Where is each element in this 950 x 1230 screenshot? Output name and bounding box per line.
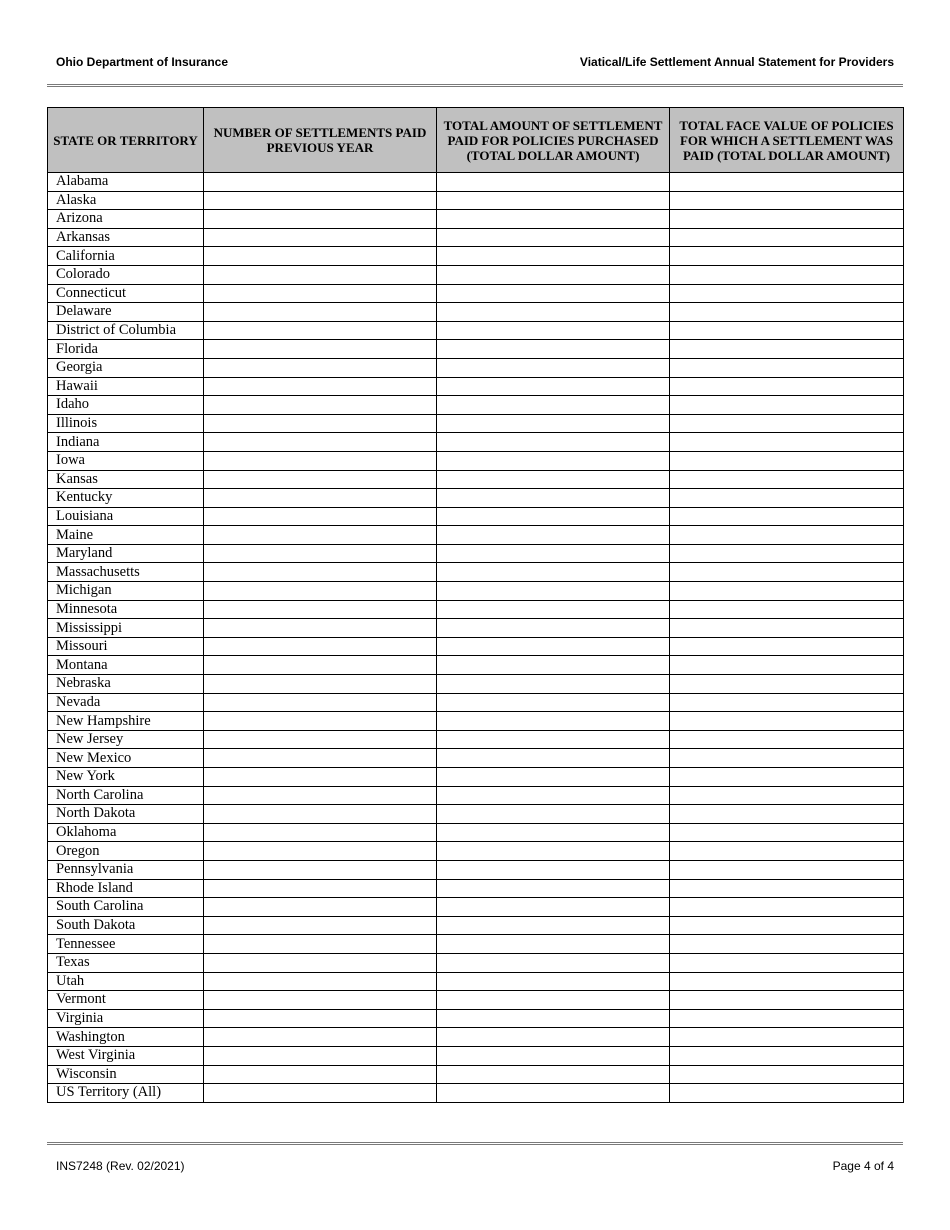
table-row bbox=[48, 582, 904, 601]
number-settlements-cell[interactable] bbox=[204, 619, 437, 638]
number-settlements-cell[interactable] bbox=[204, 303, 437, 322]
table-row bbox=[48, 433, 904, 452]
state-name-cell: Kansas bbox=[48, 470, 204, 489]
total-face-value-cell[interactable] bbox=[670, 414, 904, 433]
table-row bbox=[48, 693, 904, 712]
number-settlements-cell[interactable] bbox=[204, 1009, 437, 1028]
total-settlement-amount-cell[interactable] bbox=[437, 693, 670, 712]
total-face-value-cell[interactable] bbox=[670, 1065, 904, 1084]
table-row bbox=[48, 470, 904, 489]
total-face-value-cell[interactable] bbox=[670, 284, 904, 303]
number-settlements-cell[interactable] bbox=[204, 414, 437, 433]
state-name-cell: Missouri bbox=[48, 637, 204, 656]
number-settlements-cell[interactable] bbox=[204, 173, 437, 192]
table-row bbox=[48, 1065, 904, 1084]
state-name-cell: Montana bbox=[48, 656, 204, 675]
total-face-value-cell[interactable] bbox=[670, 340, 904, 359]
table-row bbox=[48, 396, 904, 415]
total-face-value-cell[interactable] bbox=[670, 842, 904, 861]
state-name-cell: North Dakota bbox=[48, 805, 204, 824]
table-row bbox=[48, 805, 904, 824]
table-row bbox=[48, 749, 904, 768]
total-settlement-amount-cell[interactable] bbox=[437, 544, 670, 563]
total-face-value-cell[interactable] bbox=[670, 358, 904, 377]
total-face-value-cell[interactable] bbox=[670, 675, 904, 694]
total-face-value-cell[interactable] bbox=[670, 563, 904, 582]
state-name-cell: Virginia bbox=[48, 1009, 204, 1028]
total-face-value-cell[interactable] bbox=[670, 730, 904, 749]
state-name-cell: Hawaii bbox=[48, 377, 204, 396]
number-settlements-cell[interactable] bbox=[204, 823, 437, 842]
total-face-value-cell[interactable] bbox=[670, 191, 904, 210]
total-settlement-amount-cell[interactable] bbox=[437, 563, 670, 582]
total-face-value-cell[interactable] bbox=[670, 1028, 904, 1047]
total-face-value-cell[interactable] bbox=[670, 1046, 904, 1065]
total-settlement-amount-cell[interactable] bbox=[437, 489, 670, 508]
state-name-cell: Washington bbox=[48, 1028, 204, 1047]
number-settlements-cell[interactable] bbox=[204, 340, 437, 359]
table-row bbox=[48, 675, 904, 694]
total-face-value-cell[interactable] bbox=[670, 321, 904, 340]
state-name-cell: Nebraska bbox=[48, 675, 204, 694]
total-settlement-amount-cell[interactable] bbox=[437, 284, 670, 303]
total-settlement-amount-cell[interactable] bbox=[437, 600, 670, 619]
number-settlements-cell[interactable] bbox=[204, 972, 437, 991]
state-name-cell: Oklahoma bbox=[48, 823, 204, 842]
total-settlement-amount-cell[interactable] bbox=[437, 191, 670, 210]
table-row bbox=[48, 414, 904, 433]
number-settlements-cell[interactable] bbox=[204, 582, 437, 601]
total-face-value-cell[interactable] bbox=[670, 433, 904, 452]
number-settlements-cell[interactable] bbox=[204, 451, 437, 470]
state-name-cell: Oregon bbox=[48, 842, 204, 861]
number-settlements-cell[interactable] bbox=[204, 228, 437, 247]
state-name-cell: Georgia bbox=[48, 358, 204, 377]
total-face-value-cell[interactable] bbox=[670, 805, 904, 824]
total-face-value-cell[interactable] bbox=[670, 637, 904, 656]
total-face-value-cell[interactable] bbox=[670, 879, 904, 898]
total-settlement-amount-cell[interactable] bbox=[437, 414, 670, 433]
state-name-cell: South Dakota bbox=[48, 916, 204, 935]
number-settlements-cell[interactable] bbox=[204, 284, 437, 303]
number-settlements-cell[interactable] bbox=[204, 489, 437, 508]
state-name-cell: Delaware bbox=[48, 303, 204, 322]
number-settlements-cell[interactable] bbox=[204, 898, 437, 917]
table-row bbox=[48, 842, 904, 861]
total-settlement-amount-cell[interactable] bbox=[437, 265, 670, 284]
total-settlement-amount-cell[interactable] bbox=[437, 805, 670, 824]
total-face-value-cell[interactable] bbox=[670, 507, 904, 526]
number-settlements-cell[interactable] bbox=[204, 1065, 437, 1084]
number-settlements-cell[interactable] bbox=[204, 507, 437, 526]
table-row bbox=[48, 935, 904, 954]
total-settlement-amount-cell[interactable] bbox=[437, 842, 670, 861]
table-row bbox=[48, 1046, 904, 1065]
total-face-value-cell[interactable] bbox=[670, 953, 904, 972]
table-row bbox=[48, 953, 904, 972]
total-settlement-amount-cell[interactable] bbox=[437, 712, 670, 731]
col-header-total-face-value: TOTAL FACE VALUE OF POLICIES FOR WHICH A SETTLEMENT WAS PAID (TOTAL DOLLAR AMOUNT) bbox=[670, 108, 904, 173]
col-header-total-settlement-amount: TOTAL AMOUNT OF SETTLEMENT PAID FOR POLICIES PURCHASED (TOTAL DOLLAR AMOUNT) bbox=[437, 108, 670, 173]
table-row bbox=[48, 173, 904, 192]
total-settlement-amount-cell[interactable] bbox=[437, 972, 670, 991]
total-face-value-cell[interactable] bbox=[670, 935, 904, 954]
state-name-cell: Massachusetts bbox=[48, 563, 204, 582]
number-settlements-cell[interactable] bbox=[204, 991, 437, 1010]
number-settlements-cell[interactable] bbox=[204, 1028, 437, 1047]
total-settlement-amount-cell[interactable] bbox=[437, 377, 670, 396]
state-name-cell: Utah bbox=[48, 972, 204, 991]
table-row bbox=[48, 358, 904, 377]
footer-divider bbox=[47, 1142, 903, 1145]
number-settlements-cell[interactable] bbox=[204, 544, 437, 563]
state-name-cell: Louisiana bbox=[48, 507, 204, 526]
number-settlements-cell[interactable] bbox=[204, 1084, 437, 1103]
total-face-value-cell[interactable] bbox=[670, 916, 904, 935]
state-name-cell: Maryland bbox=[48, 544, 204, 563]
total-settlement-amount-cell[interactable] bbox=[437, 898, 670, 917]
table-row bbox=[48, 1084, 904, 1103]
table-row bbox=[48, 284, 904, 303]
table-row bbox=[48, 786, 904, 805]
total-settlement-amount-cell[interactable] bbox=[437, 860, 670, 879]
number-settlements-cell[interactable] bbox=[204, 712, 437, 731]
number-settlements-cell[interactable] bbox=[204, 675, 437, 694]
total-settlement-amount-cell[interactable] bbox=[437, 786, 670, 805]
table-row bbox=[48, 991, 904, 1010]
col-header-state: STATE OR TERRITORY bbox=[48, 108, 204, 173]
header-divider bbox=[47, 84, 903, 87]
state-name-cell: Illinois bbox=[48, 414, 204, 433]
total-face-value-cell[interactable] bbox=[670, 619, 904, 638]
total-face-value-cell[interactable] bbox=[670, 693, 904, 712]
number-settlements-cell[interactable] bbox=[204, 321, 437, 340]
table-row bbox=[48, 507, 904, 526]
total-settlement-amount-cell[interactable] bbox=[437, 228, 670, 247]
total-settlement-amount-cell[interactable] bbox=[437, 619, 670, 638]
total-settlement-amount-cell[interactable] bbox=[437, 730, 670, 749]
total-face-value-cell[interactable] bbox=[670, 265, 904, 284]
table-row bbox=[48, 489, 904, 508]
table-row bbox=[48, 916, 904, 935]
state-name-cell: Alaska bbox=[48, 191, 204, 210]
state-name-cell: South Carolina bbox=[48, 898, 204, 917]
total-settlement-amount-cell[interactable] bbox=[437, 303, 670, 322]
table-header-row bbox=[48, 108, 904, 173]
table-row bbox=[48, 730, 904, 749]
total-face-value-cell[interactable] bbox=[670, 786, 904, 805]
page-number: Page 4 of 4 bbox=[832, 1159, 894, 1173]
table-row bbox=[48, 526, 904, 545]
state-name-cell: Tennessee bbox=[48, 935, 204, 954]
state-name-cell: Texas bbox=[48, 953, 204, 972]
state-name-cell: Maine bbox=[48, 526, 204, 545]
number-settlements-cell[interactable] bbox=[204, 879, 437, 898]
state-name-cell: US Territory (All) bbox=[48, 1084, 204, 1103]
total-settlement-amount-cell[interactable] bbox=[437, 991, 670, 1010]
settlement-table bbox=[47, 107, 904, 1103]
total-settlement-amount-cell[interactable] bbox=[437, 451, 670, 470]
number-settlements-cell[interactable] bbox=[204, 935, 437, 954]
form-title: Viatical/Life Settlement Annual Statement for Providers bbox=[579, 55, 894, 69]
table-row bbox=[48, 1028, 904, 1047]
state-name-cell: New Mexico bbox=[48, 749, 204, 768]
number-settlements-cell[interactable] bbox=[204, 953, 437, 972]
total-face-value-cell[interactable] bbox=[670, 247, 904, 266]
total-face-value-cell[interactable] bbox=[670, 210, 904, 229]
total-settlement-amount-cell[interactable] bbox=[437, 823, 670, 842]
total-settlement-amount-cell[interactable] bbox=[437, 433, 670, 452]
number-settlements-cell[interactable] bbox=[204, 470, 437, 489]
state-name-cell: Mississippi bbox=[48, 619, 204, 638]
total-face-value-cell[interactable] bbox=[670, 489, 904, 508]
number-settlements-cell[interactable] bbox=[204, 860, 437, 879]
number-settlements-cell[interactable] bbox=[204, 693, 437, 712]
state-name-cell: Nevada bbox=[48, 693, 204, 712]
total-face-value-cell[interactable] bbox=[670, 898, 904, 917]
total-face-value-cell[interactable] bbox=[670, 582, 904, 601]
state-name-cell: Idaho bbox=[48, 396, 204, 415]
number-settlements-cell[interactable] bbox=[204, 842, 437, 861]
total-settlement-amount-cell[interactable] bbox=[437, 1028, 670, 1047]
total-settlement-amount-cell[interactable] bbox=[437, 749, 670, 768]
total-settlement-amount-cell[interactable] bbox=[437, 247, 670, 266]
total-settlement-amount-cell[interactable] bbox=[437, 935, 670, 954]
state-name-cell: Connecticut bbox=[48, 284, 204, 303]
number-settlements-cell[interactable] bbox=[204, 433, 437, 452]
table-row bbox=[48, 247, 904, 266]
table-row bbox=[48, 340, 904, 359]
state-name-cell: Michigan bbox=[48, 582, 204, 601]
total-settlement-amount-cell[interactable] bbox=[437, 879, 670, 898]
total-face-value-cell[interactable] bbox=[670, 712, 904, 731]
table-row bbox=[48, 1009, 904, 1028]
total-face-value-cell[interactable] bbox=[670, 823, 904, 842]
state-name-cell: Wisconsin bbox=[48, 1065, 204, 1084]
total-settlement-amount-cell[interactable] bbox=[437, 210, 670, 229]
table-row bbox=[48, 191, 904, 210]
total-face-value-cell[interactable] bbox=[670, 749, 904, 768]
table-row bbox=[48, 451, 904, 470]
total-settlement-amount-cell[interactable] bbox=[437, 637, 670, 656]
number-settlements-cell[interactable] bbox=[204, 805, 437, 824]
state-name-cell: New Hampshire bbox=[48, 712, 204, 731]
total-settlement-amount-cell[interactable] bbox=[437, 656, 670, 675]
number-settlements-cell[interactable] bbox=[204, 247, 437, 266]
table-row bbox=[48, 619, 904, 638]
total-face-value-cell[interactable] bbox=[670, 991, 904, 1010]
table-row bbox=[48, 303, 904, 322]
state-name-cell: California bbox=[48, 247, 204, 266]
total-face-value-cell[interactable] bbox=[670, 451, 904, 470]
total-settlement-amount-cell[interactable] bbox=[437, 358, 670, 377]
total-settlement-amount-cell[interactable] bbox=[437, 321, 670, 340]
total-face-value-cell[interactable] bbox=[670, 228, 904, 247]
table-row bbox=[48, 265, 904, 284]
form-id: INS7248 (Rev. 02/2021) bbox=[56, 1159, 185, 1173]
table-row bbox=[48, 768, 904, 787]
table-row bbox=[48, 321, 904, 340]
total-settlement-amount-cell[interactable] bbox=[437, 582, 670, 601]
state-name-cell: Vermont bbox=[48, 991, 204, 1010]
state-name-cell: District of Columbia bbox=[48, 321, 204, 340]
total-face-value-cell[interactable] bbox=[670, 768, 904, 787]
table-row bbox=[48, 544, 904, 563]
total-settlement-amount-cell[interactable] bbox=[437, 916, 670, 935]
total-face-value-cell[interactable] bbox=[670, 1084, 904, 1103]
total-settlement-amount-cell[interactable] bbox=[437, 173, 670, 192]
total-face-value-cell[interactable] bbox=[670, 1009, 904, 1028]
table-row bbox=[48, 860, 904, 879]
table-row bbox=[48, 377, 904, 396]
total-settlement-amount-cell[interactable] bbox=[437, 768, 670, 787]
state-name-cell: Rhode Island bbox=[48, 879, 204, 898]
total-face-value-cell[interactable] bbox=[670, 656, 904, 675]
table-row bbox=[48, 879, 904, 898]
table-row bbox=[48, 600, 904, 619]
state-name-cell: Pennsylvania bbox=[48, 860, 204, 879]
table-row bbox=[48, 210, 904, 229]
number-settlements-cell[interactable] bbox=[204, 600, 437, 619]
total-settlement-amount-cell[interactable] bbox=[437, 1084, 670, 1103]
number-settlements-cell[interactable] bbox=[204, 396, 437, 415]
number-settlements-cell[interactable] bbox=[204, 1046, 437, 1065]
table-row bbox=[48, 656, 904, 675]
total-settlement-amount-cell[interactable] bbox=[437, 470, 670, 489]
number-settlements-cell[interactable] bbox=[204, 768, 437, 787]
table-row bbox=[48, 637, 904, 656]
state-name-cell: Arizona bbox=[48, 210, 204, 229]
number-settlements-cell[interactable] bbox=[204, 210, 437, 229]
total-settlement-amount-cell[interactable] bbox=[437, 526, 670, 545]
state-name-cell: New Jersey bbox=[48, 730, 204, 749]
total-face-value-cell[interactable] bbox=[670, 972, 904, 991]
state-name-cell: Colorado bbox=[48, 265, 204, 284]
table-row bbox=[48, 228, 904, 247]
total-face-value-cell[interactable] bbox=[670, 860, 904, 879]
number-settlements-cell[interactable] bbox=[204, 916, 437, 935]
number-settlements-cell[interactable] bbox=[204, 749, 437, 768]
total-settlement-amount-cell[interactable] bbox=[437, 1046, 670, 1065]
total-face-value-cell[interactable] bbox=[670, 303, 904, 322]
total-face-value-cell[interactable] bbox=[670, 470, 904, 489]
state-name-cell: Indiana bbox=[48, 433, 204, 452]
state-name-cell: Kentucky bbox=[48, 489, 204, 508]
table-row bbox=[48, 823, 904, 842]
total-face-value-cell[interactable] bbox=[670, 600, 904, 619]
table-row bbox=[48, 972, 904, 991]
total-settlement-amount-cell[interactable] bbox=[437, 675, 670, 694]
table-row bbox=[48, 563, 904, 582]
number-settlements-cell[interactable] bbox=[204, 265, 437, 284]
total-settlement-amount-cell[interactable] bbox=[437, 953, 670, 972]
table-row bbox=[48, 898, 904, 917]
state-name-cell: Alabama bbox=[48, 173, 204, 192]
state-name-cell: Arkansas bbox=[48, 228, 204, 247]
total-settlement-amount-cell[interactable] bbox=[437, 1065, 670, 1084]
number-settlements-cell[interactable] bbox=[204, 191, 437, 210]
number-settlements-cell[interactable] bbox=[204, 730, 437, 749]
state-name-cell: North Carolina bbox=[48, 786, 204, 805]
total-settlement-amount-cell[interactable] bbox=[437, 507, 670, 526]
state-name-cell: New York bbox=[48, 768, 204, 787]
total-face-value-cell[interactable] bbox=[670, 396, 904, 415]
number-settlements-cell[interactable] bbox=[204, 526, 437, 545]
total-settlement-amount-cell[interactable] bbox=[437, 340, 670, 359]
state-name-cell: Minnesota bbox=[48, 600, 204, 619]
state-name-cell: Florida bbox=[48, 340, 204, 359]
state-name-cell: Iowa bbox=[48, 451, 204, 470]
col-header-number-settlements: NUMBER OF SETTLEMENTS PAID PREVIOUS YEAR bbox=[204, 108, 437, 173]
number-settlements-cell[interactable] bbox=[204, 377, 437, 396]
number-settlements-cell[interactable] bbox=[204, 563, 437, 582]
number-settlements-cell[interactable] bbox=[204, 656, 437, 675]
total-face-value-cell[interactable] bbox=[670, 544, 904, 563]
number-settlements-cell[interactable] bbox=[204, 786, 437, 805]
number-settlements-cell[interactable] bbox=[204, 358, 437, 377]
total-settlement-amount-cell[interactable] bbox=[437, 1009, 670, 1028]
total-settlement-amount-cell[interactable] bbox=[437, 396, 670, 415]
total-face-value-cell[interactable] bbox=[670, 377, 904, 396]
number-settlements-cell[interactable] bbox=[204, 637, 437, 656]
total-face-value-cell[interactable] bbox=[670, 526, 904, 545]
table-row bbox=[48, 712, 904, 731]
agency-name: Ohio Department of Insurance bbox=[56, 55, 229, 69]
state-name-cell: West Virginia bbox=[48, 1046, 204, 1065]
total-face-value-cell[interactable] bbox=[670, 173, 904, 192]
